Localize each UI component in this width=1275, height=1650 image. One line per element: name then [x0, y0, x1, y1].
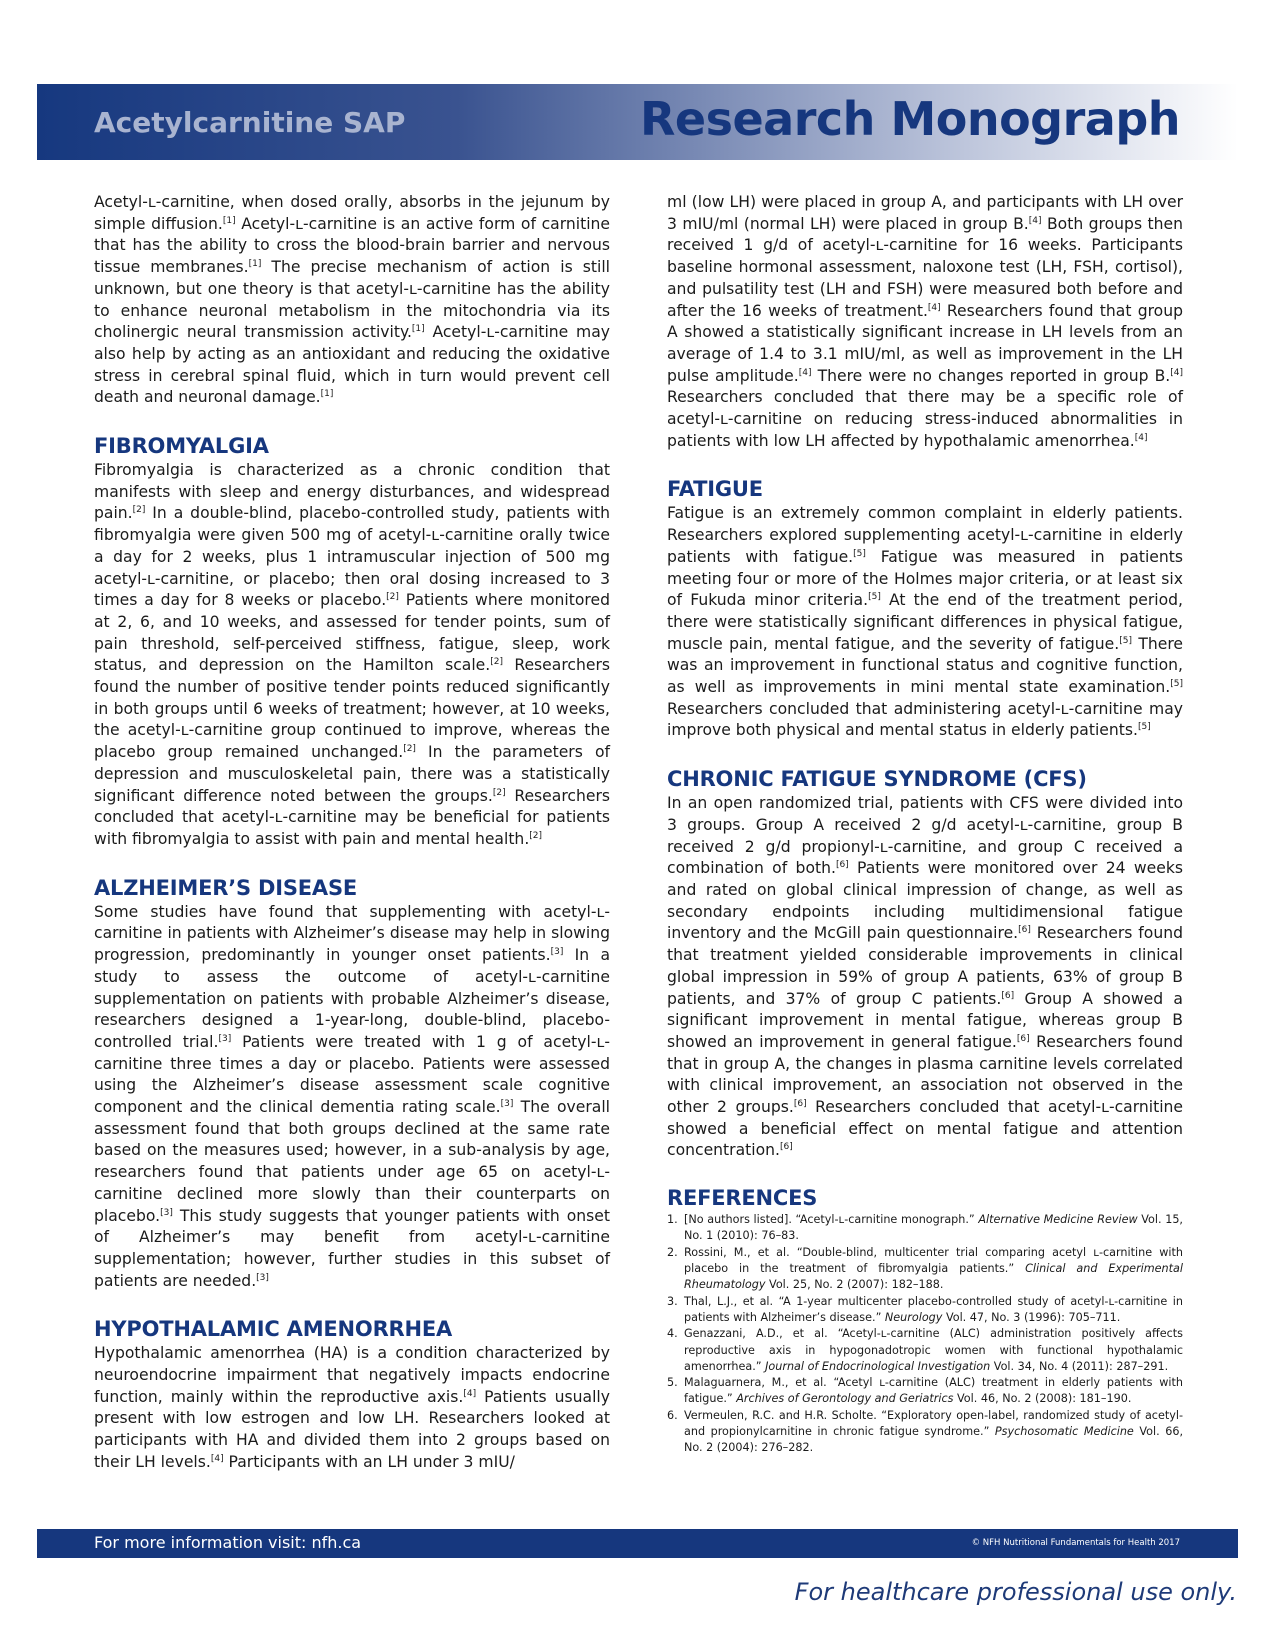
intro-paragraph: [94, 192, 610, 409]
text-run: Genazzani, A.D., et al. “Acetyl-ʟ-carnitine (ALC) administration positively affects reproductive axis in hypogonadotropic women with functional hypothalamic amenorrhea.”: [684, 1327, 1183, 1373]
footer-band: [37, 1529, 1238, 1558]
reference-number: 2.: [667, 1245, 678, 1259]
text-run: Acetyl-ʟ-carnitine, when dosed orally, absorbs in the jejunum by simple diffusion.: [94, 193, 610, 233]
citation-marker: [4]: [798, 367, 812, 378]
text-run: Thal, L.J., et al. “A 1-year multicenter placebo-controlled study of acetyl-ʟ-carnitine in patients with Alzheimer’s disease.”: [684, 1294, 1183, 1324]
citation-marker: [6]: [1016, 1033, 1030, 1044]
reference-item: [667, 1408, 1183, 1457]
text-run: The precise mechanism of action is still unknown, but one theory is that acetyl-ʟ-carnitine has the ability to enhance neuronal metabolism in the mitochondria via its cholinergic neural transmission activity.: [94, 258, 610, 342]
document-type-title: Research Monograph: [639, 92, 1180, 146]
text-run: Acetyl-ʟ-carnitine is an active form of carnitine that has the ability to cross the blood-brain barrier and nervous tissue membranes.: [94, 214, 611, 277]
citation-marker: [3]: [550, 947, 564, 958]
text-run: Some studies have found that supplementing with acetyl-ʟ-carnitine in patients with Alzheimer’s disease may help in slowing progression, predominantly in younger onset patients.: [94, 902, 610, 965]
citation-marker: [2]: [403, 744, 416, 755]
hypothalamic-amenorrhea-paragraph: [94, 1343, 610, 1473]
text-run: Patients were monitored over 24 weeks and rated on global clinical impression of change, as well as secondary endpoints including multidimensional fatigue inventory and the McGill pain questionnaire.: [667, 859, 1183, 943]
citation-marker: [4]: [210, 1453, 224, 1464]
text-run: At the end of the treatment period, there were statistically significant differences in physical fatigue, muscle pain, mental fatigue, and the severity of fatigue.: [667, 591, 1183, 653]
citation-marker: [2]: [386, 592, 399, 603]
alzheimers-heading: ALZHEIMER’S DISEASE: [94, 875, 358, 900]
journal-title: Psychosomatic Medicine: [994, 1424, 1134, 1438]
copyright-notice: © NFH Nutritional Fundamentals for Health 2017: [971, 1538, 1180, 1548]
citation-marker: [1]: [411, 324, 425, 335]
citation-marker: [5]: [853, 548, 866, 559]
citation-marker: [6]: [835, 860, 849, 871]
reference-item: [667, 1326, 1183, 1375]
citation-marker: [6]: [1018, 925, 1031, 936]
text-run: Malaguarnera, M., et al. “Acetyl ʟ-carnitine (ALC) treatment in elderly patients with fatigue.”: [684, 1376, 1183, 1406]
citation-marker: [3]: [256, 1272, 269, 1283]
citation-marker: [5]: [1170, 679, 1183, 690]
journal-title: Archives of Gerontology and Geriatrics: [736, 1392, 954, 1406]
citation-marker: [6]: [1001, 990, 1015, 1001]
text-run: Vol. 66, No. 2 (2004): 276–282.: [684, 1424, 1183, 1455]
text-run: Acetyl-ʟ-carnitine may also help by acting as an antioxidant and reducing the oxidative stress in cerebral spinal fluid, which in turn would prevent cell death and neuronal damage.: [94, 323, 611, 407]
reference-item: [667, 1294, 1183, 1327]
text-run: Patients usually present with low estrogen and low LH. Researchers looked at participants with HA and divided them into 2 groups based on their LH levels.: [94, 1387, 610, 1471]
text-run: ml (low LH) were placed in group A, and participants with LH over 3 mIU/ml (normal LH) were placed in group B.: [667, 193, 1183, 233]
text-run: Both groups then received 1 g/d of acetyl-ʟ-carnitine for 16 weeks. Participants baseline hormonal assessment, naloxone test (LH, FSH, cortisol), and pulsatility test (LH and FSH) were measured both before and after the 16 weeks of treatment.: [667, 214, 1183, 320]
text-run: In the parameters of depression and musculoskeletal pain, there was a statistically significant difference noted between the groups.: [94, 743, 610, 805]
text-run: Fatigue is an extremely common complaint in elderly patients. Researchers explored supplementing acetyl-ʟ-carnitine in elderly patients with fatigue.: [667, 504, 1183, 566]
text-run: Researchers found the number of positive tender points reduced significantly in both groups until 6 weeks of treatment; however, at 10 weeks, the acetyl-ʟ-carnitine group continued to improve, whereas the placebo group remained unchanged.: [94, 656, 610, 762]
references-heading: REFERENCES: [667, 1186, 818, 1211]
citation-marker: [3]: [160, 1207, 173, 1218]
cfs-heading: CHRONIC FATIGUE SYNDROME (CFS): [667, 767, 1087, 792]
citation-marker: [1]: [248, 259, 262, 270]
text-run: Researchers concluded that acetyl-ʟ-carnitine showed a beneficial effect on mental fatigue and attention concentration.: [667, 1098, 1184, 1160]
text-run: Vol. 47, No. 3 (1996): 705–711.: [942, 1310, 1121, 1324]
text-run: Researchers concluded that administering acetyl-ʟ-carnitine may improve both physical and mental status in elderly patients.: [667, 699, 1183, 740]
reference-item: [667, 1375, 1183, 1408]
journal-title: Journal of Endocrinological Investigation: [765, 1359, 991, 1373]
citation-marker: [5]: [1119, 635, 1132, 646]
text-run: Hypothalamic amenorrhea (HA) is a condition characterized by neuroendocrine impairment that negatively impacts endocrine function, mainly within the reproductive axis.: [94, 1344, 610, 1406]
citation-marker: [4]: [463, 1388, 477, 1399]
citation-marker: [4]: [1134, 432, 1148, 443]
text-run: Fibromyalgia is characterized as a chronic condition that manifests with sleep and energy disturbances, and widespread pain.: [94, 461, 610, 523]
citation-marker: [4]: [1028, 215, 1042, 226]
professional-use-disclaimer: For healthcare professional use only.: [794, 1578, 1237, 1606]
reference-number: 1.: [667, 1213, 678, 1227]
product-title: Acetylcarnitine SAP: [94, 106, 406, 139]
text-run: Patients where monitored at 2, 6, and 10 weeks, and assessed for tender points, sum of pain threshold, self-perceived stiffness, fatigue, sleep, work status, and depression on the Hamilton scale.: [94, 591, 610, 675]
text-run: There were no changes reported in group B.: [811, 366, 1171, 385]
text-run: [No authors listed]. “Acetyl-ʟ-carnitine monograph.”: [684, 1213, 979, 1227]
header-band: [37, 84, 1238, 160]
text-run: Fatigue was measured in patients meeting four or more of the Holmes major criteria, or at least six of Fukuda minor criteria.: [667, 547, 1184, 610]
text-run: The overall assessment found that both groups declined at the same rate based on the measures used; however, in a sub-analysis by age, researchers found that patients under age 65 on acetyl-ʟ-carnitine declined more slowly than their counterparts on placebo.: [94, 1098, 610, 1225]
reference-number: 5.: [667, 1376, 678, 1390]
references-list: [667, 1212, 1183, 1456]
text-run: In an open randomized trial, patients with CFS were divided into 3 groups. Group A received 2 g/d acetyl-ʟ-carnitine, group B received 2 g/d propionyl-ʟ-carnitine, and group C received a combination of both.: [667, 794, 1183, 878]
text-run: Group A showed a significant improvement in mental fatigue, whereas group B showed an improvement in general fatigue.: [667, 989, 1183, 1051]
citation-marker: [3]: [500, 1099, 514, 1110]
text-run: In a double-blind, placebo-controlled study, patients with fibromyalgia were given 500 mg of acetyl-ʟ-carnitine orally twice a day for 2 weeks, plus 1 intramuscular injection of 500 mg acetyl-ʟ-carnitine, or placebo; then oral dosing increased to 3 times a day for 8 weeks or placebo.: [94, 504, 610, 610]
left-column: [94, 192, 610, 1474]
text-run: In a study to assess the outcome of acetyl-ʟ-carnitine supplementation on patients with probable Alzheimer’s disease, researchers designed a 1-year-long, double-blind, placebo-controlled trial.: [94, 946, 611, 1051]
text-run: Vol. 25, No. 2 (2007): 182–188.: [765, 1278, 944, 1292]
text-run: Researchers found that group A showed a statistically significant increase in LH levels from an average of 1.4 to 3.1 mIU/ml, as well as improvement in the LH pulse amplitude.: [667, 301, 1184, 385]
reference-item: [667, 1212, 1183, 1245]
text-run: Researchers concluded that acetyl-ʟ-carnitine may be beneficial for patients with fibromyalgia to assist with pain and mental health.: [94, 786, 610, 848]
citation-marker: [2]: [529, 830, 543, 841]
website-link[interactable]: For more information visit: nfh.ca: [94, 1533, 362, 1552]
citation-marker: [1]: [222, 215, 236, 226]
fibromyalgia-paragraph: [94, 460, 610, 851]
hypothalamic-amenorrhea-continued: [667, 192, 1183, 452]
journal-title: Clinical and Experimental Rheumatology: [684, 1262, 1183, 1292]
citation-marker: [2]: [132, 505, 146, 516]
hypothalamic-amenorrhea-heading: HYPOTHALAMIC AMENORRHEA: [94, 1317, 453, 1342]
citation-marker: [1]: [320, 389, 334, 400]
reference-item: [667, 1245, 1183, 1294]
reference-number: 3.: [667, 1294, 678, 1308]
fibromyalgia-heading: FIBROMYALGIA: [94, 434, 269, 459]
text-run: There was an improvement in functional status and cognitive function, as well as improvements in mini mental state examination.: [667, 634, 1183, 697]
text-run: Researchers found that in group A, the changes in plasma carnitine levels correlated with clinical improvement, an association not observed in the other 2 groups.: [667, 1032, 1183, 1117]
text-run: Researchers concluded that there may be a specific role of acetyl-ʟ-carnitine on reducing stress-induced abnormalities in patients with low LH affected by hypothalamic amenorrhea.: [667, 388, 1183, 450]
alzheimers-paragraph: [94, 902, 610, 1293]
text-run: Participants with an LH under 3 mIU/: [223, 1452, 515, 1471]
fatigue-paragraph: [667, 503, 1183, 742]
cfs-paragraph: [667, 793, 1183, 1162]
text-run: This study suggests that younger patients with onset of Alzheimer’s may benefit from acetyl-ʟ-carnitine supplementation; however, further studies in this subset of patients are needed.: [94, 1206, 610, 1290]
text-run: Vol. 46, No. 2 (2008): 181–190.: [953, 1392, 1132, 1406]
text-run: Researchers found that treatment yielded considerable improvements in clinical global impression in 59% of group A patients, 63% of group B patients, and 37% of group C patients.: [667, 924, 1184, 1008]
citation-marker: [4]: [1170, 367, 1183, 378]
citation-marker: [2]: [490, 657, 503, 668]
reference-number: 6.: [667, 1408, 678, 1422]
citation-marker: [6]: [793, 1099, 807, 1110]
text-run: Rossini, M., et al. “Double-blind, multicenter trial comparing acetyl ʟ-carnitine with placebo in the treatment of fibromyalgia patients.”: [684, 1245, 1183, 1276]
text-run: Patients were treated with 1 g of acetyl-ʟ-carnitine three times a day or placebo. Patients were assessed using the Alzheimer’s disease assessment scale cognitive component and the clinical dementia rating scale.: [94, 1032, 610, 1117]
citation-marker: [4]: [927, 302, 941, 313]
journal-title: Alternative Medicine Review: [978, 1213, 1138, 1227]
citation-marker: [5]: [1137, 722, 1151, 733]
citation-marker: [3]: [218, 1033, 232, 1044]
text-run: Vol. 34, No. 4 (2011): 287–291.: [990, 1359, 1169, 1373]
fatigue-heading: FATIGUE: [667, 477, 763, 502]
reference-number: 4.: [667, 1327, 678, 1341]
right-column: [667, 192, 1183, 1457]
text-run: Vermeulen, R.C. and H.R. Scholte. “Exploratory open-label, randomized study of acetyl- and propionylcarnitine in chronic fatigue syndrome.”: [684, 1408, 1183, 1438]
citation-marker: [5]: [868, 592, 881, 603]
citation-marker: [2]: [492, 787, 506, 798]
text-run: Vol. 15, No. 1 (2010): 76–83.: [684, 1213, 1183, 1243]
citation-marker: [6]: [779, 1142, 793, 1153]
journal-title: Neurology: [884, 1310, 943, 1324]
